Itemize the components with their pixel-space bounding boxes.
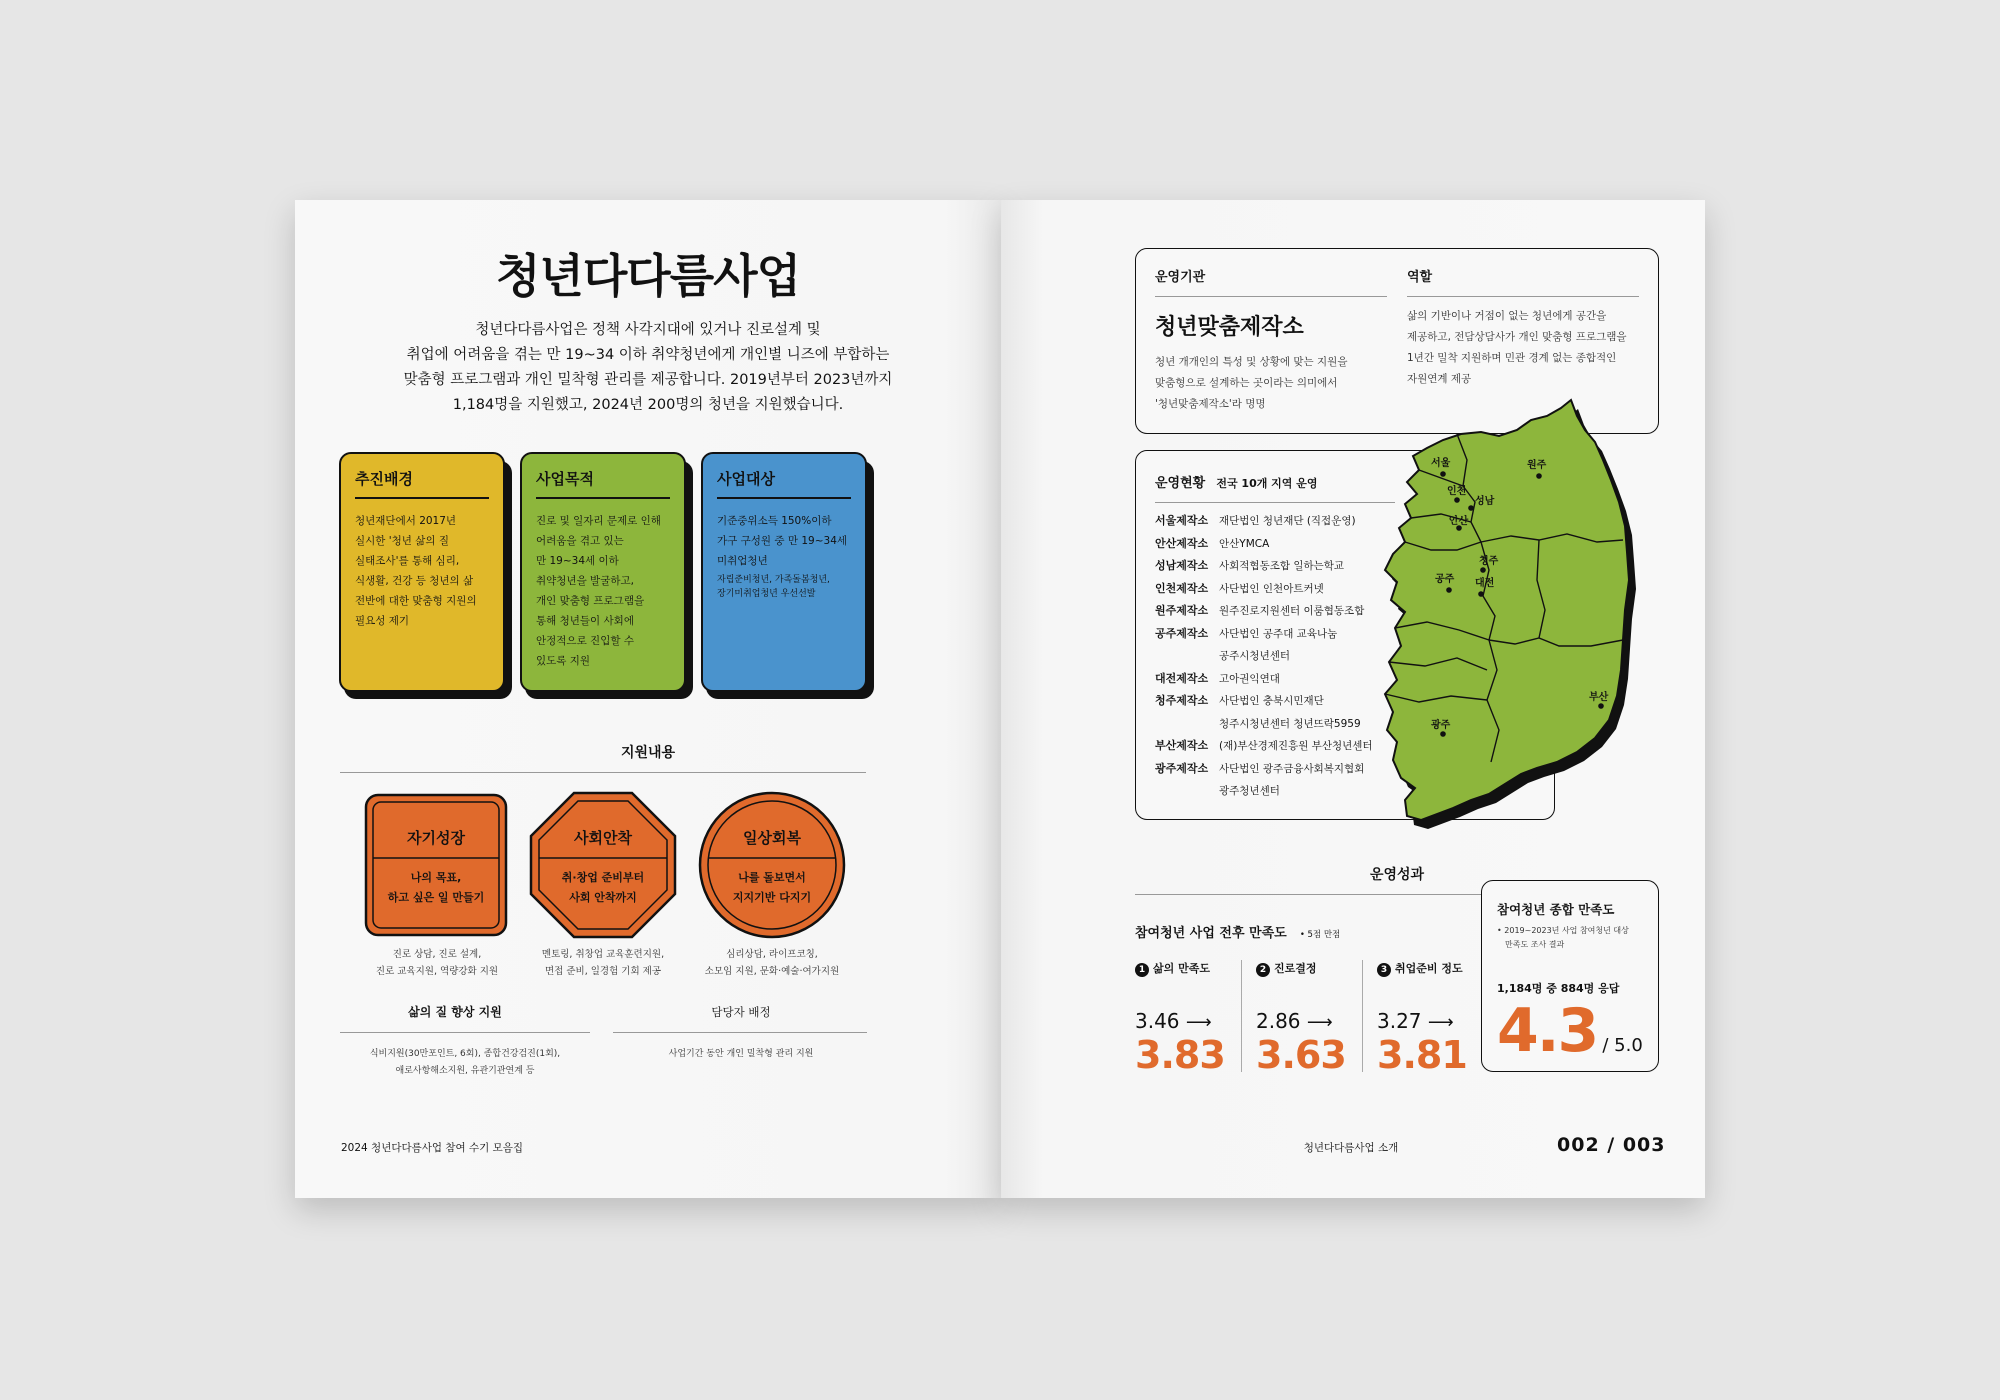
card-line: 장기미취업청년 우선선발 <box>717 589 816 599</box>
map-label-daejeon: 대전 <box>1475 578 1495 589</box>
intro-line: 맞춤형 프로그램과 개인 밀착형 관리를 제공합니다. 2019년부터 2023년까지 <box>403 372 893 388</box>
region-row <box>1155 713 1373 736</box>
circle-badge-icon <box>697 790 847 940</box>
org-label: 운영기관 <box>1155 270 1206 285</box>
number-badge-icon: 2 <box>1256 963 1270 977</box>
metric-col <box>1256 960 1366 1077</box>
metric-after: 3.83 <box>1135 1033 1225 1077</box>
map-label-incheon: 인천 <box>1447 486 1467 497</box>
card-line: 필요성 제기 <box>355 615 410 627</box>
caption-line: 애로사항해소지원, 유관기관연계 등 <box>395 1066 535 1076</box>
card-note <box>717 573 851 601</box>
region-row <box>1155 645 1373 668</box>
badge-sub-line: 나의 목표, <box>410 871 462 884</box>
region-name: 성남제작소 <box>1155 559 1209 572</box>
metric-before: 3.46 <box>1135 1009 1180 1033</box>
caption-line: 진로 상담, 진로 설계, <box>392 949 482 960</box>
region-name: 안산제작소 <box>1155 536 1209 550</box>
region-name: 대전제작소 <box>1155 671 1209 685</box>
card-line: 취약청년을 발굴하고, <box>536 575 634 587</box>
role-label: 역할 <box>1407 270 1433 285</box>
satisfaction-title: 참여청년 사업 전후 만족도 <box>1135 926 1287 941</box>
region-org: 사회적협동조합 일하는학교 <box>1219 560 1345 572</box>
divider <box>1407 296 1639 297</box>
card-line: 안정적으로 진입할 수 <box>536 635 634 647</box>
desc-line: '청년맞춤제작소'라 명명 <box>1155 398 1266 410</box>
divider <box>1155 296 1387 297</box>
satisfaction-header <box>1135 922 1340 941</box>
region-org: (재)부산경제진흥원 부산청년센터 <box>1219 740 1373 752</box>
map-label-busan: 부산 <box>1589 692 1609 703</box>
map-label-ansan: 안산 <box>1449 516 1469 527</box>
region-name: 인천제작소 <box>1155 581 1209 595</box>
results-title: 운영성과 <box>1369 867 1425 883</box>
divider <box>1135 894 1481 895</box>
arrow-right-icon: ⟶ <box>1185 1012 1212 1033</box>
metric-before: 2.86 <box>1256 1009 1301 1033</box>
korea-map-icon <box>1371 390 1671 850</box>
card-line: 통해 청년들이 사회에 <box>536 615 634 627</box>
card-body <box>355 511 489 631</box>
arrow-right-icon: ⟶ <box>1306 1012 1333 1033</box>
badge-sub-line: 사회 안착까지 <box>569 891 637 904</box>
page-numbers: 002 / 003 <box>1557 1134 1666 1156</box>
badge-title: 자기성장 <box>407 829 465 847</box>
region-org: 안산YMCA <box>1219 537 1270 550</box>
map-label-wonju: 원주 <box>1527 460 1547 471</box>
region-row <box>1155 600 1373 623</box>
region-row <box>1155 758 1373 781</box>
caption-line: 면접 준비, 일경험 기회 제공 <box>544 966 662 977</box>
metric-col <box>1135 960 1245 1077</box>
region-row <box>1155 555 1373 578</box>
metric-label: 삶의 만족도 <box>1153 962 1210 975</box>
region-row <box>1155 690 1373 713</box>
card-line: 기준중위소득 150%이하 <box>717 515 832 527</box>
badge-sub <box>363 868 509 908</box>
overall-response: 1,184명 중 884명 응답 <box>1497 982 1620 995</box>
note-line: • 2019~2023년 사업 참여청년 대상 <box>1497 926 1629 935</box>
metric-label: 진로결정 <box>1274 962 1317 975</box>
overall-note <box>1497 924 1629 952</box>
card-title: 사업목적 <box>536 468 670 499</box>
manager-caption: 사업기간 동안 개인 밀착형 관리 지원 <box>668 1049 814 1059</box>
overall-max: / 5.0 <box>1602 1035 1643 1056</box>
org-desc <box>1155 352 1347 415</box>
number-badge-icon: 3 <box>1377 963 1391 977</box>
card-line: 실태조사'를 통해 심리, <box>355 555 460 567</box>
status-header <box>1155 472 1318 491</box>
region-org: 원주진로지원센터 이룸협동조합 <box>1219 605 1365 617</box>
region-org: 사단법인 충북시민재단 <box>1219 695 1324 707</box>
region-name: 공주제작소 <box>1155 626 1209 640</box>
map-label-seoul: 서울 <box>1431 458 1451 469</box>
caption-line: 소모임 지원, 문화·예술·여가지원 <box>704 966 840 977</box>
caption-line: 심리상담, 라이프코칭, <box>726 949 818 960</box>
region-org: 사단법인 공주대 교육나눔 <box>1219 627 1338 640</box>
metric-before: 3.27 <box>1377 1009 1422 1033</box>
divider <box>1362 960 1363 1072</box>
overall-title: 참여청년 종합 만족도 <box>1497 902 1615 917</box>
card-line: 전반에 대한 맞춤형 지원의 <box>355 595 477 607</box>
desc-line: 삶의 기반이나 거점이 없는 청년에게 공간을 <box>1407 310 1607 322</box>
intro-line: 1,184명을 지원했고, 2024년 200명의 청년을 지원했습니다. <box>452 397 844 413</box>
map-label-gwangju: 광주 <box>1431 720 1451 731</box>
region-org: 광주청년센터 <box>1219 785 1280 797</box>
region-org: 청주시청년센터 청년뜨락5959 <box>1219 717 1361 730</box>
region-org: 고아권익연대 <box>1219 672 1280 685</box>
support-title: 지원내용 <box>620 745 676 761</box>
org-name: 청년맞춤제작소 <box>1155 315 1304 340</box>
badge-sub-line: 나를 돌보면서 <box>738 871 806 884</box>
divider <box>340 772 866 773</box>
map-label-seongnam: 성남 <box>1475 496 1495 507</box>
region-list <box>1155 510 1373 803</box>
card-line: 만 19~34세 이하 <box>536 555 619 567</box>
caption-line: 진로 교육지원, 역량강화 지원 <box>375 966 499 977</box>
number-badge-icon: 1 <box>1135 963 1149 977</box>
overall-score-wrap <box>1497 996 1643 1066</box>
card-body <box>717 511 851 571</box>
intro-line: 청년다다름사업은 정책 사각지대에 있거나 진로설계 및 <box>475 322 821 338</box>
region-name: 청주제작소 <box>1155 694 1209 707</box>
caption-line: 멘토링, 취창업 교육훈련지원, <box>541 949 665 960</box>
region-name: 부산제작소 <box>1155 739 1209 752</box>
intro-text <box>335 318 961 418</box>
card-line: 청년재단에서 2017년 <box>355 515 457 527</box>
map-label-cheongju: 청주 <box>1479 556 1499 567</box>
region-name: 원주제작소 <box>1155 604 1209 617</box>
desc-line: 자원연계 제공 <box>1407 373 1472 385</box>
satisfaction-note: • 5점 만점 <box>1299 930 1341 940</box>
card-line: 있도록 지원 <box>536 655 591 667</box>
region-row <box>1155 533 1373 556</box>
card-line: 진로 및 일자리 문제로 인해 <box>536 515 661 527</box>
status-label: 운영현황 <box>1155 476 1206 491</box>
metric-after: 3.81 <box>1377 1033 1467 1077</box>
card-line: 어려움을 겪고 있는 <box>536 535 624 547</box>
divider <box>340 1032 590 1033</box>
map-label-gongju: 공주 <box>1435 574 1455 585</box>
card-title: 추진배경 <box>355 468 489 499</box>
note-line: 만족도 조사 결과 <box>1505 940 1565 949</box>
region-name: 광주제작소 <box>1155 761 1209 775</box>
footer-left: 2024 청년다다름사업 참여 수기 모음집 <box>341 1142 524 1154</box>
badge-title: 일상회복 <box>743 829 801 847</box>
card-line: 식생활, 건강 등 청년의 삶 <box>355 575 474 587</box>
desc-line: 제공하고, 전담상담사가 개인 맞춤형 프로그램을 <box>1407 331 1627 343</box>
role-desc <box>1407 306 1627 390</box>
square-badge-icon <box>363 792 509 938</box>
metric-col <box>1377 960 1487 1077</box>
right-page <box>1001 200 1705 1198</box>
desc-line: 1년간 밀착 지원하며 민관 경계 없는 종합적인 <box>1407 352 1617 364</box>
page-title: 청년다다름사업 <box>495 249 801 303</box>
intro-line: 취업에 어려움을 겪는 만 19~34 이하 취약청년에게 개인별 니즈에 부합하는 <box>406 347 890 363</box>
card-line: 개인 맞춤형 프로그램을 <box>536 595 645 607</box>
region-org: 공주시청년센터 <box>1219 650 1291 662</box>
card-line: 미취업청년 <box>717 555 768 567</box>
card-line: 실시한 '청년 삶의 질 <box>355 535 450 547</box>
manager-title: 담당자 배정 <box>711 1005 771 1019</box>
region-org: 재단법인 청년재단 (직접운영) <box>1219 515 1356 527</box>
desc-line: 맞춤형으로 설계하는 곳이라는 의미에서 <box>1155 377 1338 389</box>
region-row <box>1155 668 1373 691</box>
region-org: 사단법인 인천아트커넷 <box>1219 582 1324 595</box>
divider <box>1241 960 1242 1072</box>
badge-sub-line: 지지기반 다지기 <box>732 891 812 904</box>
region-name: 서울제작소 <box>1155 514 1209 527</box>
desc-line: 청년 개개인의 특성 및 상황에 맞는 지원을 <box>1155 356 1348 368</box>
arrow-right-icon: ⟶ <box>1427 1012 1454 1033</box>
metric-after: 3.63 <box>1256 1033 1346 1077</box>
divider <box>613 1032 867 1033</box>
card-body <box>536 511 670 671</box>
badge-title: 사회안착 <box>574 829 632 847</box>
region-row <box>1155 623 1373 646</box>
card-purpose <box>520 452 686 692</box>
quality-support-title: 삶의 질 향상 지원 <box>408 1005 502 1019</box>
badge-sub <box>697 868 847 908</box>
card-background <box>339 452 505 692</box>
left-page <box>295 200 1001 1198</box>
caption-line: 식비지원(30만포인트, 6회), 종합건강검진(1회), <box>369 1049 561 1059</box>
status-sub: 전국 10개 지역 운영 <box>1216 477 1318 490</box>
card-title: 사업대상 <box>717 468 851 499</box>
region-row <box>1155 578 1373 601</box>
divider <box>1155 502 1395 503</box>
octagon-badge-icon <box>528 790 678 940</box>
footer-center: 청년다다름사업 소개 <box>1303 1142 1399 1154</box>
badge-sub-line: 취·창업 준비부터 <box>561 871 645 884</box>
badge-caption <box>670 946 874 980</box>
metric-label: 취업준비 정도 <box>1395 962 1463 975</box>
quality-support-caption <box>335 1046 595 1080</box>
card-line: 가구 구성원 중 만 19~34세 <box>717 535 848 547</box>
region-row <box>1155 735 1373 758</box>
region-org: 사단법인 광주금융사회복지협회 <box>1219 762 1365 775</box>
badge-sub <box>528 868 678 908</box>
card-target <box>701 452 867 692</box>
badge-sub-line: 하고 싶은 일 만들기 <box>387 891 485 904</box>
region-row <box>1155 780 1373 803</box>
card-line: 자립준비청년, 가족돌봄청년, <box>717 575 830 585</box>
overall-score: 4.3 <box>1497 996 1598 1066</box>
region-row <box>1155 510 1373 533</box>
